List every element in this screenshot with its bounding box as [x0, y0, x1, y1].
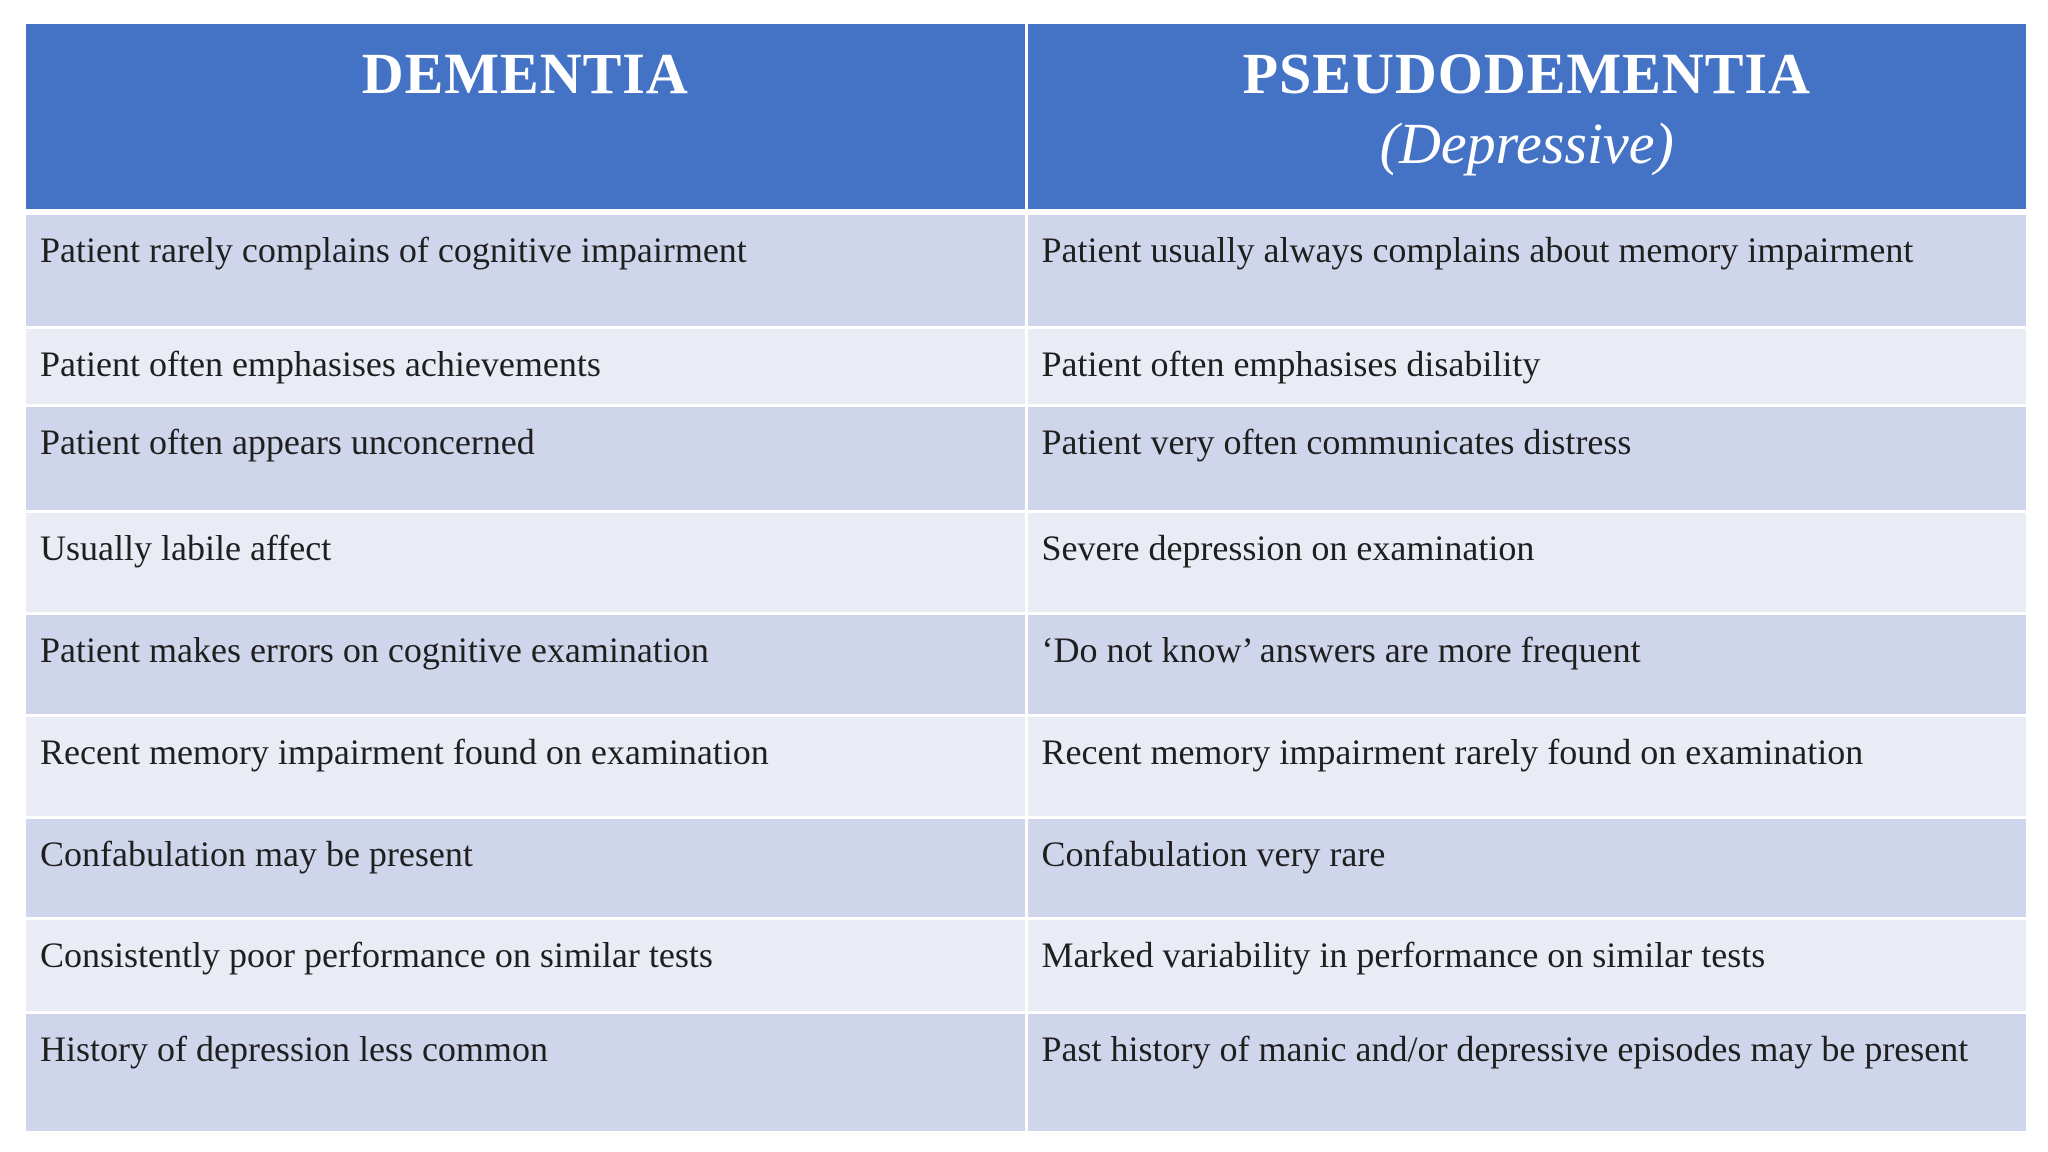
cell-pseudodementia: Marked variability in performance on similar tests — [1026, 918, 2026, 1012]
table-row — [26, 817, 2026, 918]
cell-dementia: Confabulation may be present — [26, 817, 1026, 918]
table-row — [26, 1012, 2026, 1132]
cell-dementia: Patient often appears unconcerned — [26, 405, 1026, 511]
cell-pseudodementia: Patient very often communicates distress — [1026, 405, 2026, 511]
cell-dementia: Patient rarely complains of cognitive impairment — [26, 212, 1026, 327]
table-row — [26, 918, 2026, 1012]
table-row — [26, 405, 2026, 511]
cell-dementia: Recent memory impairment found on examination — [26, 715, 1026, 817]
header-dementia — [26, 24, 1026, 212]
header-dementia-title: DEMENTIA — [361, 41, 689, 106]
table-header-row — [26, 24, 2026, 212]
cell-dementia: History of depression less common — [26, 1012, 1026, 1132]
cell-pseudodementia: Confabulation very rare — [1026, 817, 2026, 918]
cell-pseudodementia: Patient usually always complains about memory impairment — [1026, 212, 2026, 327]
cell-dementia: Patient often emphasises achievements — [26, 327, 1026, 405]
cell-dementia: Patient makes errors on cognitive examination — [26, 613, 1026, 715]
cell-pseudodementia: Patient often emphasises disability — [1026, 327, 2026, 405]
comparison-table-wrapper — [26, 24, 2026, 1134]
cell-pseudodementia: Past history of manic and/or depressive episodes may be present — [1026, 1012, 2026, 1132]
header-pseudodementia-subtitle: (Depressive) — [1379, 111, 1674, 176]
header-pseudodementia — [1026, 24, 2026, 212]
cell-pseudodementia: Recent memory impairment rarely found on examination — [1026, 715, 2026, 817]
table-row — [26, 511, 2026, 613]
cell-dementia: Consistently poor performance on similar tests — [26, 918, 1026, 1012]
cell-pseudodementia: Severe depression on examination — [1026, 511, 2026, 613]
comparison-table — [26, 24, 2026, 1134]
table-row — [26, 212, 2026, 327]
cell-dementia: Usually labile affect — [26, 511, 1026, 613]
table-row — [26, 327, 2026, 405]
table-row — [26, 613, 2026, 715]
header-pseudodementia-title: PSEUDODEMENTIA — [1242, 41, 1811, 106]
cell-pseudodementia: ‘Do not know’ answers are more frequent — [1026, 613, 2026, 715]
table-row — [26, 715, 2026, 817]
